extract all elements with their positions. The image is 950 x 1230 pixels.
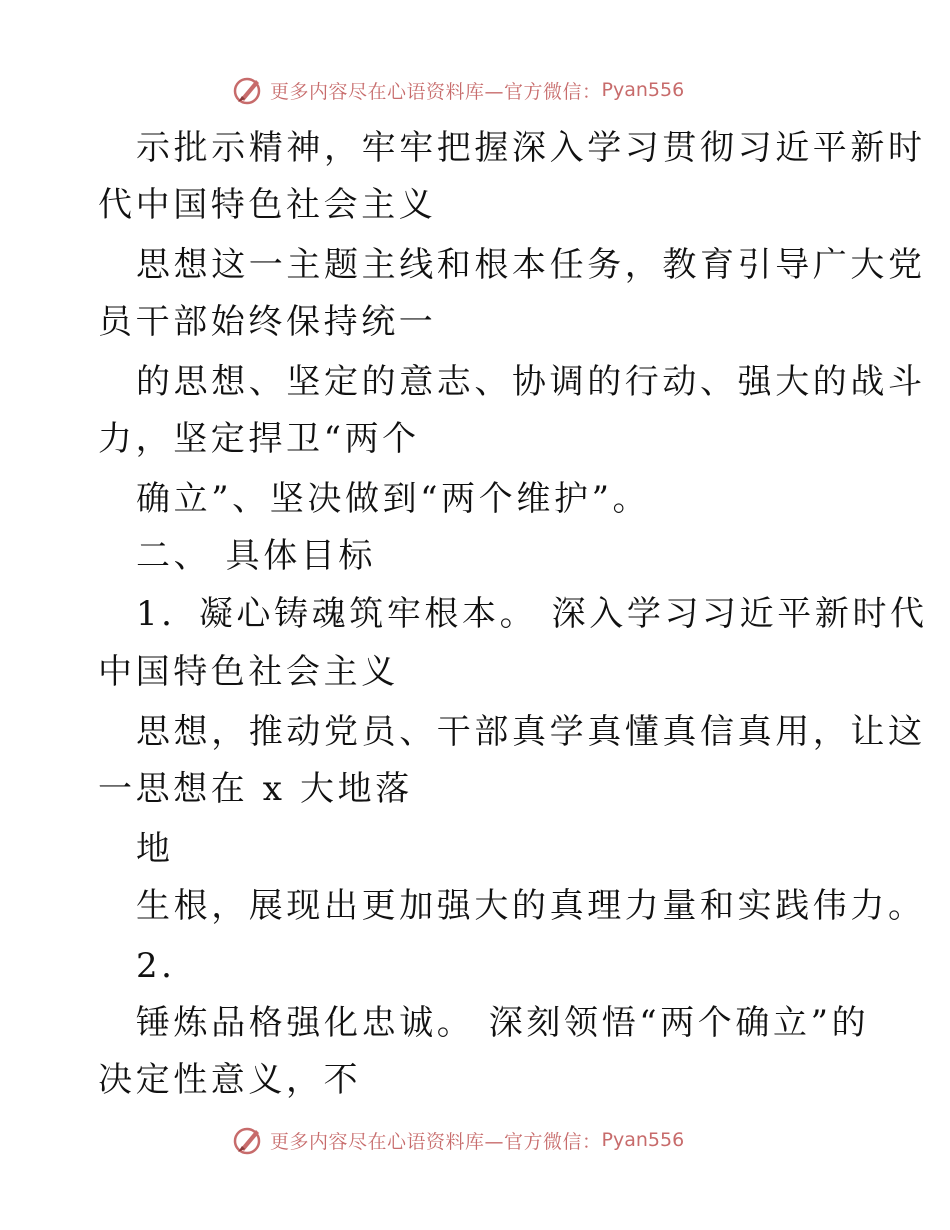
header-watermark xyxy=(232,72,684,108)
body-line: 地 xyxy=(136,829,174,869)
body-line: 代中国特色社会主义 xyxy=(98,185,437,225)
footer-brand-text: 更多内容尽在心语资料库—官方微信： xyxy=(270,1130,602,1153)
quill-pen-logo-icon xyxy=(232,1124,264,1156)
quill-pen-logo-icon xyxy=(232,74,264,106)
header-brand-text: 更多内容尽在心语资料库—官方微信： xyxy=(270,80,602,103)
section-heading: 二、 具体目标 xyxy=(136,536,377,576)
body-line: 决定性意义，不 xyxy=(98,1060,362,1100)
footer-watermark xyxy=(232,1122,684,1158)
body-line: 员干部始终保持统一 xyxy=(98,302,437,342)
body-line: 生根，展现出更加强大的真理力量和实践伟力。 xyxy=(136,886,926,926)
body-line: 锤炼品格强化忠诚。 深刻领悟“两个确立”的 xyxy=(136,1003,870,1043)
body-line: 思想，推动党员、干部真学真懂真信真用，让这 xyxy=(136,712,926,752)
body-line: 示批示精神，牢牢把握深入学习贯彻习近平新时 xyxy=(136,128,926,168)
footer-brand-id: Pyan556 xyxy=(601,1129,685,1151)
body-line: 确立”、坚决做到“两个维护”。 xyxy=(136,479,651,519)
body-line: 的思想、坚定的意志、协调的行动、强大的战斗 xyxy=(136,362,926,402)
body-line: 一思想在 x 大地落 xyxy=(98,769,413,809)
list-number: 2． xyxy=(136,946,199,986)
body-line: 中国特色社会主义 xyxy=(98,652,399,692)
body-line: 思想这一主题主线和根本任务，教育引导广大党 xyxy=(136,245,926,285)
header-brand-id: Pyan556 xyxy=(601,79,685,101)
body-line: 1．凝心铸魂筑牢根本。 深入学习习近平新时代 xyxy=(136,594,928,634)
body-line: 力，坚定捍卫“两个 xyxy=(98,419,420,459)
